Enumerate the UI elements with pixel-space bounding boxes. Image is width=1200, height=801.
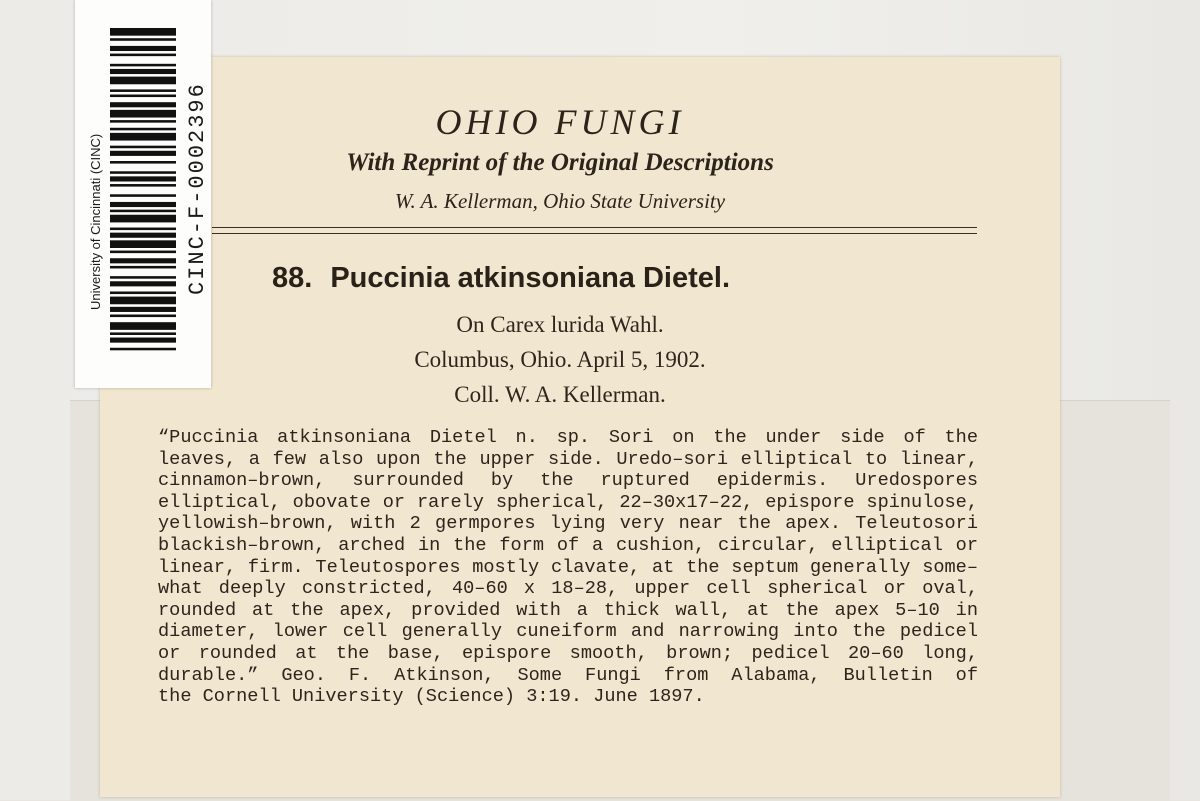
description-line: “Puccinia atkinsoniana Dietel n. sp. Sori on the under side of the (158, 427, 978, 448)
barcode-bar (110, 171, 176, 174)
barcode-bar (110, 281, 176, 286)
barcode-bar (110, 210, 176, 213)
barcode-bar (110, 338, 176, 343)
barcode-bar (110, 348, 176, 351)
collector-line: Coll. W. A. Kellerman. (454, 382, 666, 407)
locality-date-line: Columbus, Ohio. April 5, 1902. (414, 347, 706, 372)
barcode-bar (110, 240, 176, 248)
description-line: diameter, lower cell generally cuneiform and narrowing into the pedicel (158, 621, 978, 643)
barcode-bar (110, 276, 176, 279)
description-line: linear, firm. Teleutospores mostly clavate, at the septum generally some– (158, 556, 978, 578)
barcode-bar (110, 251, 176, 254)
divider-rule (212, 233, 977, 234)
description-line: cinnamon–brown, surrounded by the ruptured epidermis. Uredospores (158, 470, 978, 492)
barcode-bar (110, 266, 176, 269)
barcode-bar (110, 258, 176, 263)
barcode-bar (110, 28, 176, 36)
catalog-number: CINC-F-0002396 (185, 82, 210, 295)
barcode-bar (110, 233, 176, 238)
barcode-bar (110, 297, 176, 305)
barcode-bar (110, 215, 176, 223)
barcode-bar (110, 228, 176, 231)
species-heading (272, 262, 972, 295)
host-line: On Carex lurida Wahl. (456, 312, 664, 337)
species-name: Puccinia atkinsoniana Dietel. (330, 262, 731, 294)
barcode-bar (110, 291, 176, 294)
label-title: OHIO FUNGI (435, 102, 685, 142)
specimen-label (100, 57, 1060, 797)
barcode-bar (110, 69, 176, 74)
barcode-bar (110, 151, 176, 156)
description-line: rounded at the apex, provided with a thick wall, at the apex 5–10 in (158, 599, 978, 621)
description-block (158, 427, 978, 708)
barcode-bar (110, 89, 176, 92)
description-line: durable.” Geo. F. Atkinson, Some Fungi from Alabama, Bulletin of (158, 664, 978, 686)
species-number: 88. (272, 262, 313, 294)
barcode-bar (110, 128, 176, 131)
barcode-bar (110, 77, 176, 85)
barcode-bar (110, 110, 176, 118)
barcode (110, 28, 176, 358)
description-line: what deeply constricted, 40–60 x 18–28, upper cell spherical or oval, (158, 578, 978, 600)
barcode-bar (110, 307, 176, 312)
barcode-bar (110, 146, 176, 149)
barcode-bar (110, 332, 176, 335)
description-line: or rounded at the base, epispore smooth, brown; pedicel 20–60 long, (158, 642, 978, 664)
barcode-bar (110, 120, 176, 123)
barcode-bar (110, 322, 176, 330)
barcode-bar (110, 54, 176, 57)
barcode-bar (110, 95, 176, 98)
label-author-line: W. A. Kellerman, Ohio State University (394, 189, 726, 213)
barcode-bar (110, 133, 176, 141)
description-line: elliptical, obovate or rarely spherical, 22–30x17–22, epispore spinulose, (158, 491, 978, 513)
description-line: yellowish–brown, with 2 germpores lying very near the apex. Teleutosori (158, 513, 978, 535)
barcode-bar (110, 102, 176, 107)
barcode-bar (110, 46, 176, 51)
label-subtitle: With Reprint of the Original Descriptions (346, 149, 774, 176)
barcode-bar (110, 315, 176, 318)
barcode-bar (110, 202, 176, 207)
barcode-bar (110, 176, 176, 181)
barcode-bar (110, 161, 176, 164)
description-line: the Cornell University (Science) 3:19. June 1897. (158, 686, 705, 708)
divider-rule (212, 227, 977, 228)
barcode-bar (110, 194, 176, 197)
institution-label: University of Cincinnati (CINC) (88, 133, 103, 310)
description-line: blackish–brown, arched in the form of a cushion, circular, elliptical or (158, 534, 978, 556)
barcode-bar (110, 184, 176, 187)
barcode-bar (110, 64, 176, 67)
description-line: leaves, a few also upon the upper side. Uredo–sori elliptical to linear, (158, 448, 978, 470)
barcode-bar (110, 38, 176, 41)
